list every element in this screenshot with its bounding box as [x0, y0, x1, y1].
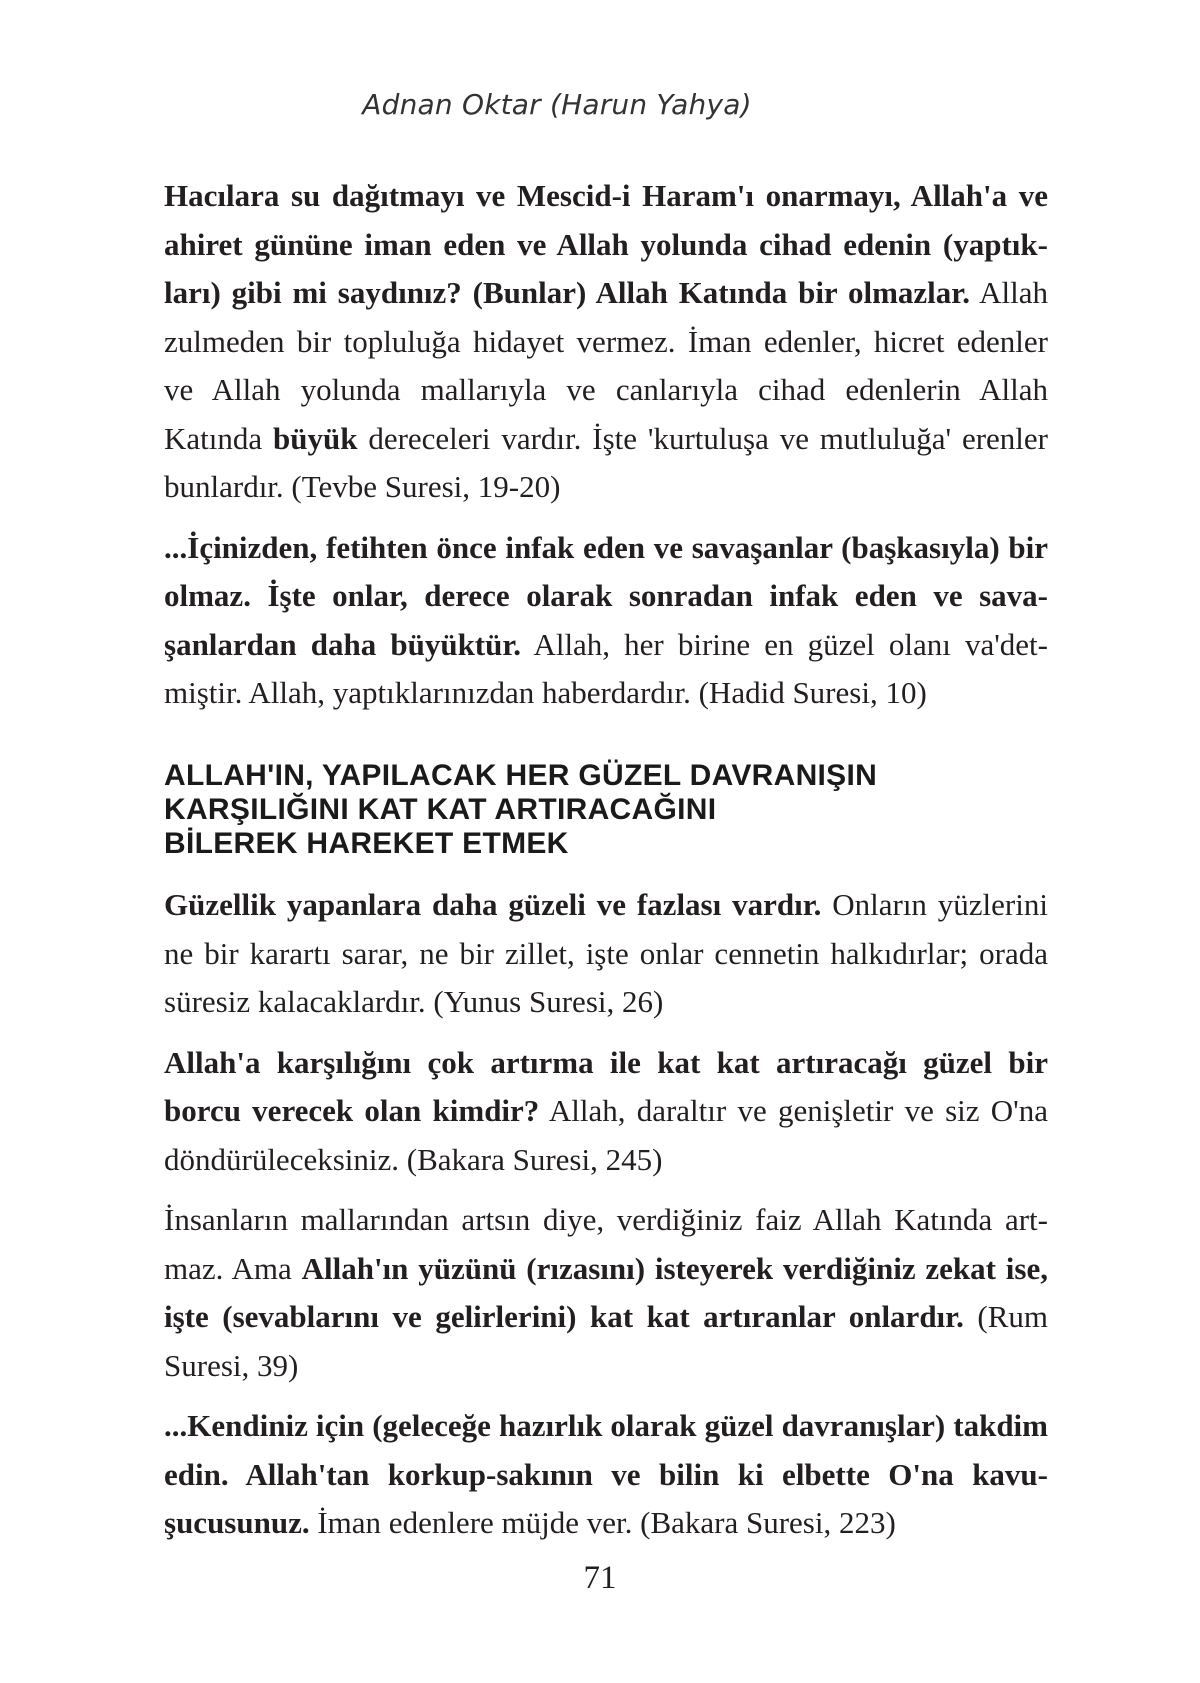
- paragraph-bakara-223: [164, 1402, 1048, 1548]
- heading-line-3: BİLEREK HAREKET ETMEK: [164, 827, 569, 860]
- running-head: Adnan Oktar (Harun Yahya): [362, 88, 752, 121]
- paragraph-yunus: [164, 881, 1048, 1027]
- plain-text: dereceleri vardır. İşte 'kurtuluşa ve mutluluğa' erenler bunlardır. (Tevbe Suresi, 19-20): [164, 420, 1048, 504]
- plain-text: (Rum Suresi, 39): [164, 1299, 1048, 1383]
- plain-text: Onların yüzlerini ne bir karartı sarar, ne bir zillet, işte onlar cennetin halkıdırlar; orada süresiz kalacaklardır. (Yunus Suresi, 26): [164, 887, 1048, 1019]
- page-number: 71: [583, 1560, 617, 1596]
- bold-verse: Hacılara su dağıtmayı ve Mescid-i Haram'ı onarmayı, Allah'a ve ahiret gününe iman eden ve Allah yolunda cihad edenin (yaptıkları) gibi mi saydınız? (Bunlar) Allah Katında bir olmazlar.: [164, 178, 1048, 310]
- section-heading: [164, 759, 1048, 861]
- heading-line-2: KARŞILIĞINI KAT KAT ARTIRACAĞINI: [164, 793, 717, 826]
- text-block-top: [164, 172, 1048, 730]
- plain-text: Allah zulmeden bir topluluğa hidayet vermez. İman edenler, hicret edenler ve Allah yolunda mallarıyla ve canlarıyla cihad edenlerin Allah Katında: [164, 275, 1048, 456]
- bold-verse: ...İçinizden, fetihten önce infak eden ve savaşanlar (başkasıyla) bir olmaz. İşte onlar, derece olarak sonradan infak eden ve savaşanlardan daha büyüktür.: [164, 529, 1048, 662]
- bold-verse: Allah'a karşılığını çok artırma ile kat kat artıracağı güzel bir borcu verecek olan kimdir?: [164, 1044, 1048, 1128]
- paragraph-hadid: [164, 524, 1048, 718]
- text-block-bottom: [164, 881, 1048, 1560]
- plain-text: İnsanların mallarından artsın diye, verdiğiniz faiz Allah Katında artmaz. Ama: [164, 1202, 1048, 1286]
- plain-text: Allah, daraltır ve genişletir ve siz O'na döndürüleceksiniz. (Bakara Suresi, 245): [164, 1093, 1048, 1177]
- paragraph-tevbe: [164, 172, 1048, 512]
- paragraph-rum: [164, 1196, 1048, 1390]
- heading-line-1: ALLAH'IN, YAPILACAK HER GÜZEL DAVRANIŞIN: [164, 759, 878, 792]
- bold-verse: Güzellik yapanlara daha güzeli ve fazlası vardır.: [164, 887, 822, 922]
- paragraph-bakara-245: [164, 1039, 1048, 1185]
- bold-verse: Allah'ın yüzünü (rızasını) isteyerek verdiğiniz zekat ise, işte (sevablarını ve gelirlerini) kat kat artıranlar onlardır.: [164, 1250, 1048, 1334]
- plain-text: Allah, her birine en güzel olanı va'detmiştir. Allah, yaptıklarınızdan haberdardır. (Hadid Suresi, 10): [164, 626, 1048, 710]
- bold-word: büyük: [273, 420, 358, 456]
- bold-verse: ...Kendiniz için (geleceğe hazırlık olarak güzel davranışlar) takdim edin. Allah'tan korkup-sakının ve bilin ki elbette O'na kavuşucusunuz.: [164, 1408, 1048, 1540]
- plain-text: İman edenlere müjde ver. (Bakara Suresi, 223): [309, 1505, 896, 1540]
